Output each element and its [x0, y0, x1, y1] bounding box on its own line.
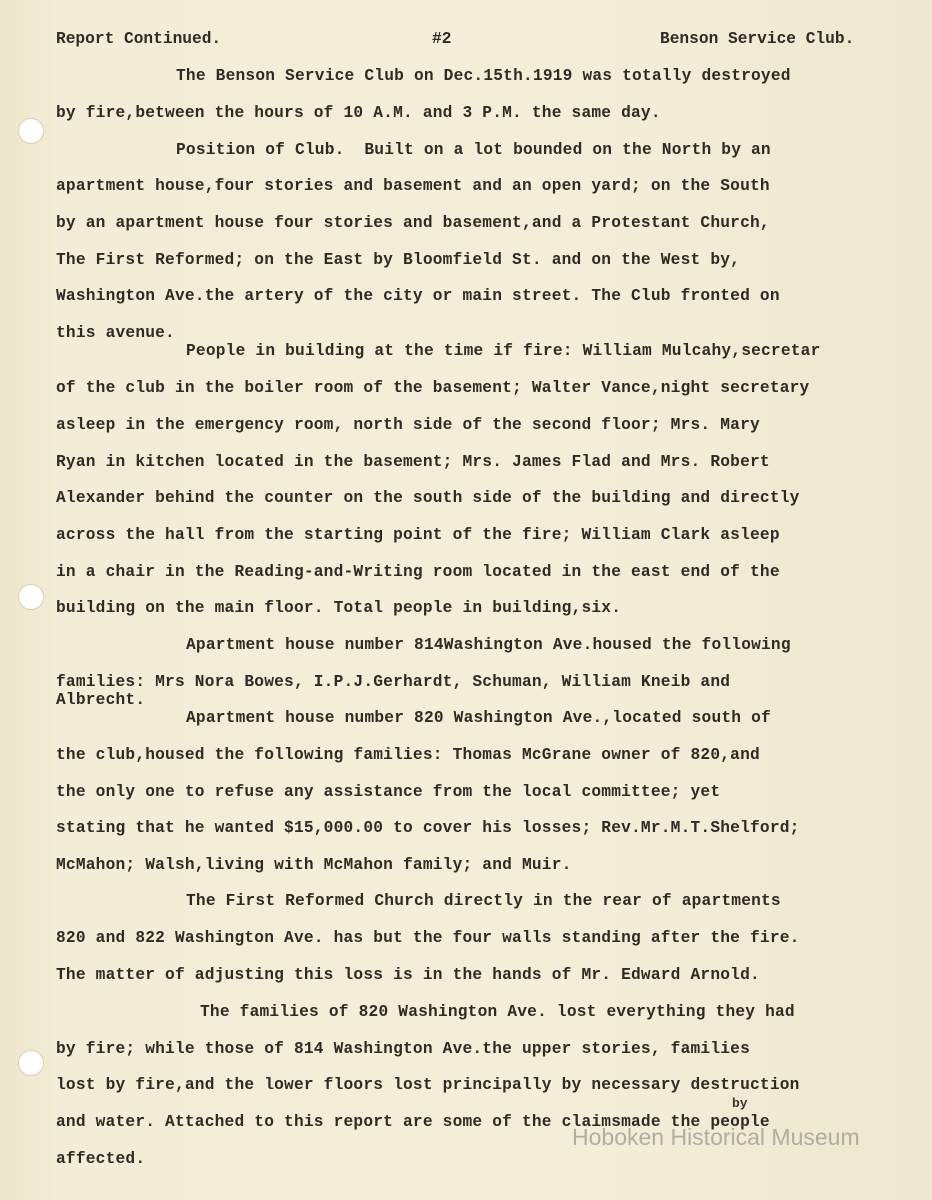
text-line: Position of Club. Built on a lot bounded on the North by an — [176, 141, 771, 159]
text-line: Albrecht. — [56, 691, 146, 709]
text-line: The matter of adjusting this loss is in the hands of Mr. Edward Arnold. — [56, 966, 760, 984]
text-line: across the hall from the starting point of the fire; William Clark asleep — [56, 526, 780, 544]
text-line: The Benson Service Club on Dec.15th.1919 was totally destroyed — [176, 67, 791, 85]
text-line: People in building at the time if fire: William Mulcahy,secretar — [186, 342, 821, 360]
page-number: #2 — [432, 30, 452, 48]
header-left: Report Continued. — [56, 30, 222, 48]
watermark: Hoboken Historical Museum — [572, 1124, 860, 1150]
text-line: The First Reformed; on the East by Bloomfield St. and on the West by, — [56, 251, 741, 269]
text-line: Ryan in kitchen located in the basement; Mrs. James Flad and Mrs. Robert — [56, 453, 770, 471]
text-line: by an apartment house four stories and basement,and a Protestant Church, — [56, 214, 770, 232]
text-line: Washington Ave.the artery of the city or main street. The Club fronted on — [56, 287, 780, 305]
text-line: affected. — [56, 1150, 146, 1168]
text-line: Apartment house number 820 Washington Ave.,located south of — [186, 709, 771, 727]
text-line: building on the main floor. Total people in building,six. — [56, 599, 622, 617]
text-line: and water. Attached to this report are some of the claimsmade the people — [56, 1113, 770, 1131]
text-line: apartment house,four stories and basement and an open yard; on the South — [56, 177, 770, 195]
text-line: by fire; while those of 814 Washington Ave.the upper stories, families — [56, 1040, 750, 1058]
text-line: by fire,between the hours of 10 A.M. and 3 P.M. the same day. — [56, 104, 661, 122]
text-line: Apartment house number 814Washington Ave.housed the following — [186, 636, 791, 654]
punch-hole-top — [18, 118, 44, 144]
text-line: families: Mrs Nora Bowes, I.P.J.Gerhardt, Schuman, William Kneib and — [56, 673, 731, 691]
punch-hole-middle — [18, 584, 44, 610]
text-line: The families of 820 Washington Ave. lost everything they had — [200, 1003, 795, 1021]
text-line: McMahon; Walsh,living with McMahon family; and Muir. — [56, 856, 572, 874]
text-line: the club,housed the following families: Thomas McGrane owner of 820,and — [56, 746, 760, 764]
text-line: in a chair in the Reading-and-Writing room located in the east end of the — [56, 563, 780, 581]
text-line: asleep in the emergency room, north side of the second floor; Mrs. Mary — [56, 416, 760, 434]
text-line: lost by fire,and the lower floors lost principally by necessary destruction — [56, 1076, 800, 1094]
text-line: Alexander behind the counter on the south side of the building and directly — [56, 489, 800, 507]
text-line: 820 and 822 Washington Ave. has but the four walls standing after the fire. — [56, 929, 800, 947]
text-line: stating that he wanted $15,000.00 to cover his losses; Rev.Mr.M.T.Shelford; — [56, 819, 800, 837]
text-line: of the club in the boiler room of the basement; Walter Vance,night secretary — [56, 379, 810, 397]
header-right: Benson Service Club. — [660, 30, 855, 48]
inserted-word: by — [732, 1096, 748, 1111]
text-line: The First Reformed Church directly in the rear of apartments — [186, 892, 781, 910]
text-line: the only one to refuse any assistance from the local committee; yet — [56, 783, 721, 801]
text-line: this avenue. — [56, 324, 175, 342]
punch-hole-bottom — [18, 1050, 44, 1076]
